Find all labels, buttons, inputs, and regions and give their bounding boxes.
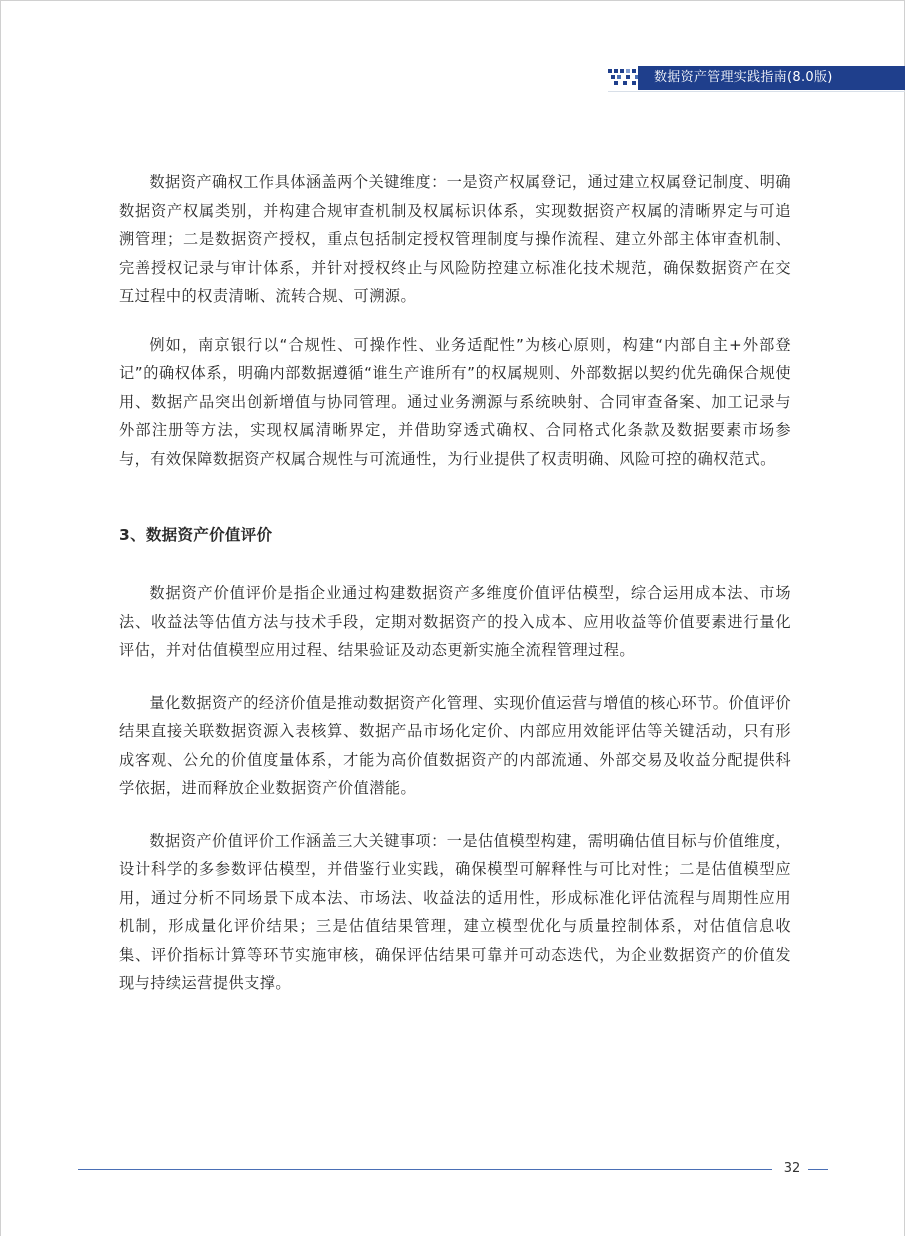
document-title: 数据资产管理实践指南(8.0版) <box>654 70 833 85</box>
paragraph-valuation-items: 数据资产价值评价工作涵盖三大关键事项：一是估值模型构建，需明确估值目标与价值维度，设计科学的多参数评估模型，并借鉴行业实践，确保模型可解释性与可比对性；二是估值模型应用，通过分析不同场景下成本法、市场法、收益法的适用性，形成标准化评估流程与周期性应用机制，形成量化评价结果；三是估值结果管理，建立模型优化与质量控制体系，对估值信息收集、评价指标计算等环节实施审核，确保评估结果可靠并可动态迭代，为企业数据资产的价值发现与持续运营提供支撑。 <box>119 831 791 992</box>
paragraph-valuation-importance: 量化数据资产的经济价值是推动数据资产化管理、实现价值运营与增值的核心环节。价值评价结果直接关联数据资源入表核算、数据产品市场化定价、内部应用效能评估等关键活动，只有形成客观、公允的价值度量体系，才能为高价值数据资产的内部流通、外部交易及收益分配提供科学依据，进而释放企业数据资产价值潜能。 <box>119 693 791 797</box>
footer-divider-left <box>78 1169 772 1170</box>
section-title: 3、数据资产价值评价 <box>119 526 273 544</box>
paragraph-valuation-definition: 数据资产价值评价是指企业通过构建数据资产多维度价值评估模型，综合运用成本法、市场法、收益法等估值方法与技术手段，定期对数据资产的投入成本、应用收益等价值要素进行量化评估，并对估值模型应用过程、结果验证及动态更新实施全流程管理过程。 <box>119 584 791 659</box>
paragraph-rights-confirmation: 数据资产确权工作具体涵盖两个关键维度：一是资产权属登记，通过建立权属登记制度、明确数据资产权属类别，并构建合规审查机制及权属标识体系，实现数据资产权属的清晰界定与可追溯管理；二是数据资产授权，重点包括制定授权管理制度与操作流程、建立外部主体审查机制、完善授权记录与审计体系，并针对授权终止与风险防控建立标准化技术规范，确保数据资产在交互过程中的权责清晰、流转合规、可溯源。 <box>119 173 791 305</box>
footer-divider-right <box>808 1169 828 1170</box>
header-divider <box>608 91 905 92</box>
document-title-banner <box>640 66 905 90</box>
paragraph-example: 例如，南京银行以“合规性、可操作性、业务适配性”为核心原则，构建“内部自主+外部登记”的确权体系，明确内部数据遵循“谁生产谁所有”的权属规则、外部数据以契约优先确保合规使用、数据产品突出创新增值与协同管理。通过业务溯源与系统映射、合同审查备案、加工记录与外部注册等方法，实现权属清晰界定，并借助穿透式确权、合同格式化条款及数据要素市场参与，有效保障数据资产权属合规性与可流通性，为行业提供了权责明确、风险可控的确权范式。 <box>119 335 791 468</box>
page-number: 32 <box>783 1161 801 1176</box>
main-content <box>119 168 791 998</box>
pixel-pattern-icon <box>608 66 642 90</box>
